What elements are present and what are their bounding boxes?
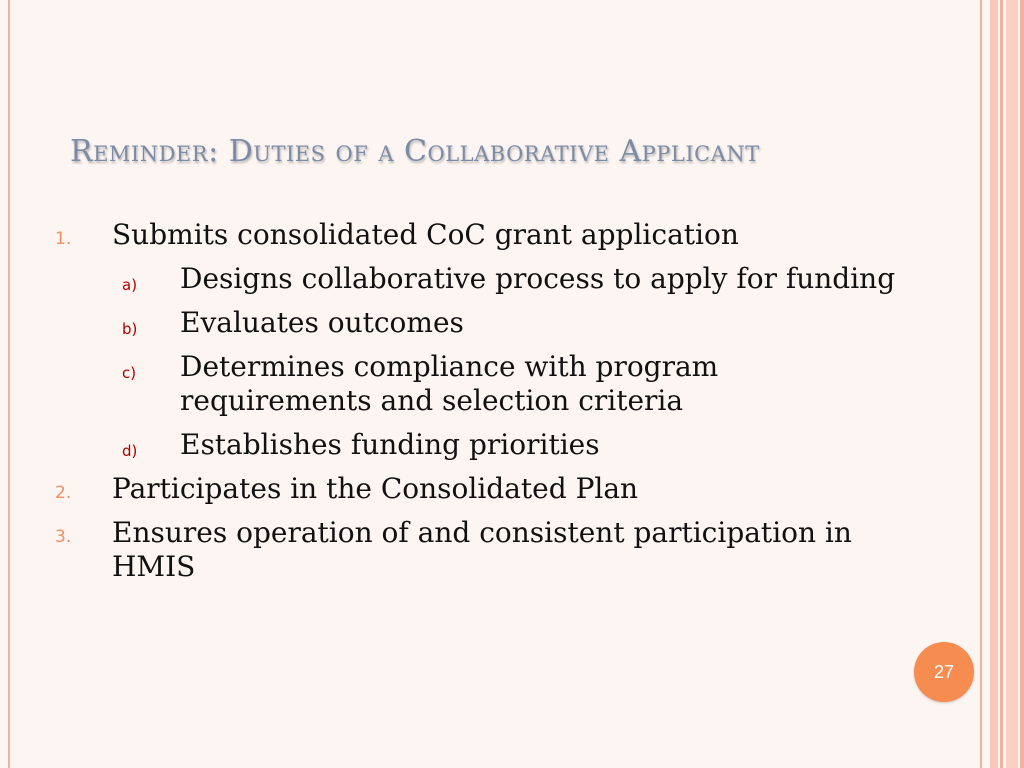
right-decorative-stripes	[980, 0, 1024, 768]
stripe	[1020, 0, 1024, 768]
sub-item-b	[55, 306, 915, 340]
left-border-line	[8, 0, 10, 768]
sub-list-marker: d)	[122, 442, 138, 460]
stripe	[980, 0, 982, 768]
stripe	[990, 0, 998, 768]
list-marker: 3.	[55, 527, 72, 547]
list-item-text: Participates in the Consolidated Plan	[112, 472, 639, 505]
list-item-1	[55, 218, 915, 252]
list-marker: 1.	[55, 229, 72, 249]
sub-list-marker: b)	[122, 320, 138, 338]
sub-list-marker: c)	[122, 364, 137, 382]
stripe	[1006, 0, 1018, 768]
sub-item-text: Evaluates outcomes	[180, 306, 464, 339]
slide-body	[55, 218, 915, 594]
sub-item-a	[55, 262, 915, 296]
list-item-2	[55, 472, 915, 506]
slide-title: Reminder: Duties of a Collaborative Applicant	[70, 134, 760, 169]
sub-item-text: Determines compliance with program requirements and selection criteria	[180, 350, 719, 417]
sub-item-d	[55, 428, 915, 462]
stripe	[1000, 0, 1003, 768]
sub-item-c	[55, 350, 915, 418]
sub-list-marker: a)	[122, 276, 138, 294]
page-number-badge: 27	[914, 642, 974, 702]
sub-item-text: Designs collaborative process to apply for funding	[180, 262, 896, 295]
sub-item-text: Establishes funding priorities	[180, 428, 600, 461]
list-marker: 2.	[55, 483, 72, 503]
list-item-text: Submits consolidated CoC grant application	[112, 218, 739, 251]
list-item-text: Ensures operation of and consistent participation in HMIS	[112, 516, 852, 583]
list-item-3	[55, 516, 915, 584]
